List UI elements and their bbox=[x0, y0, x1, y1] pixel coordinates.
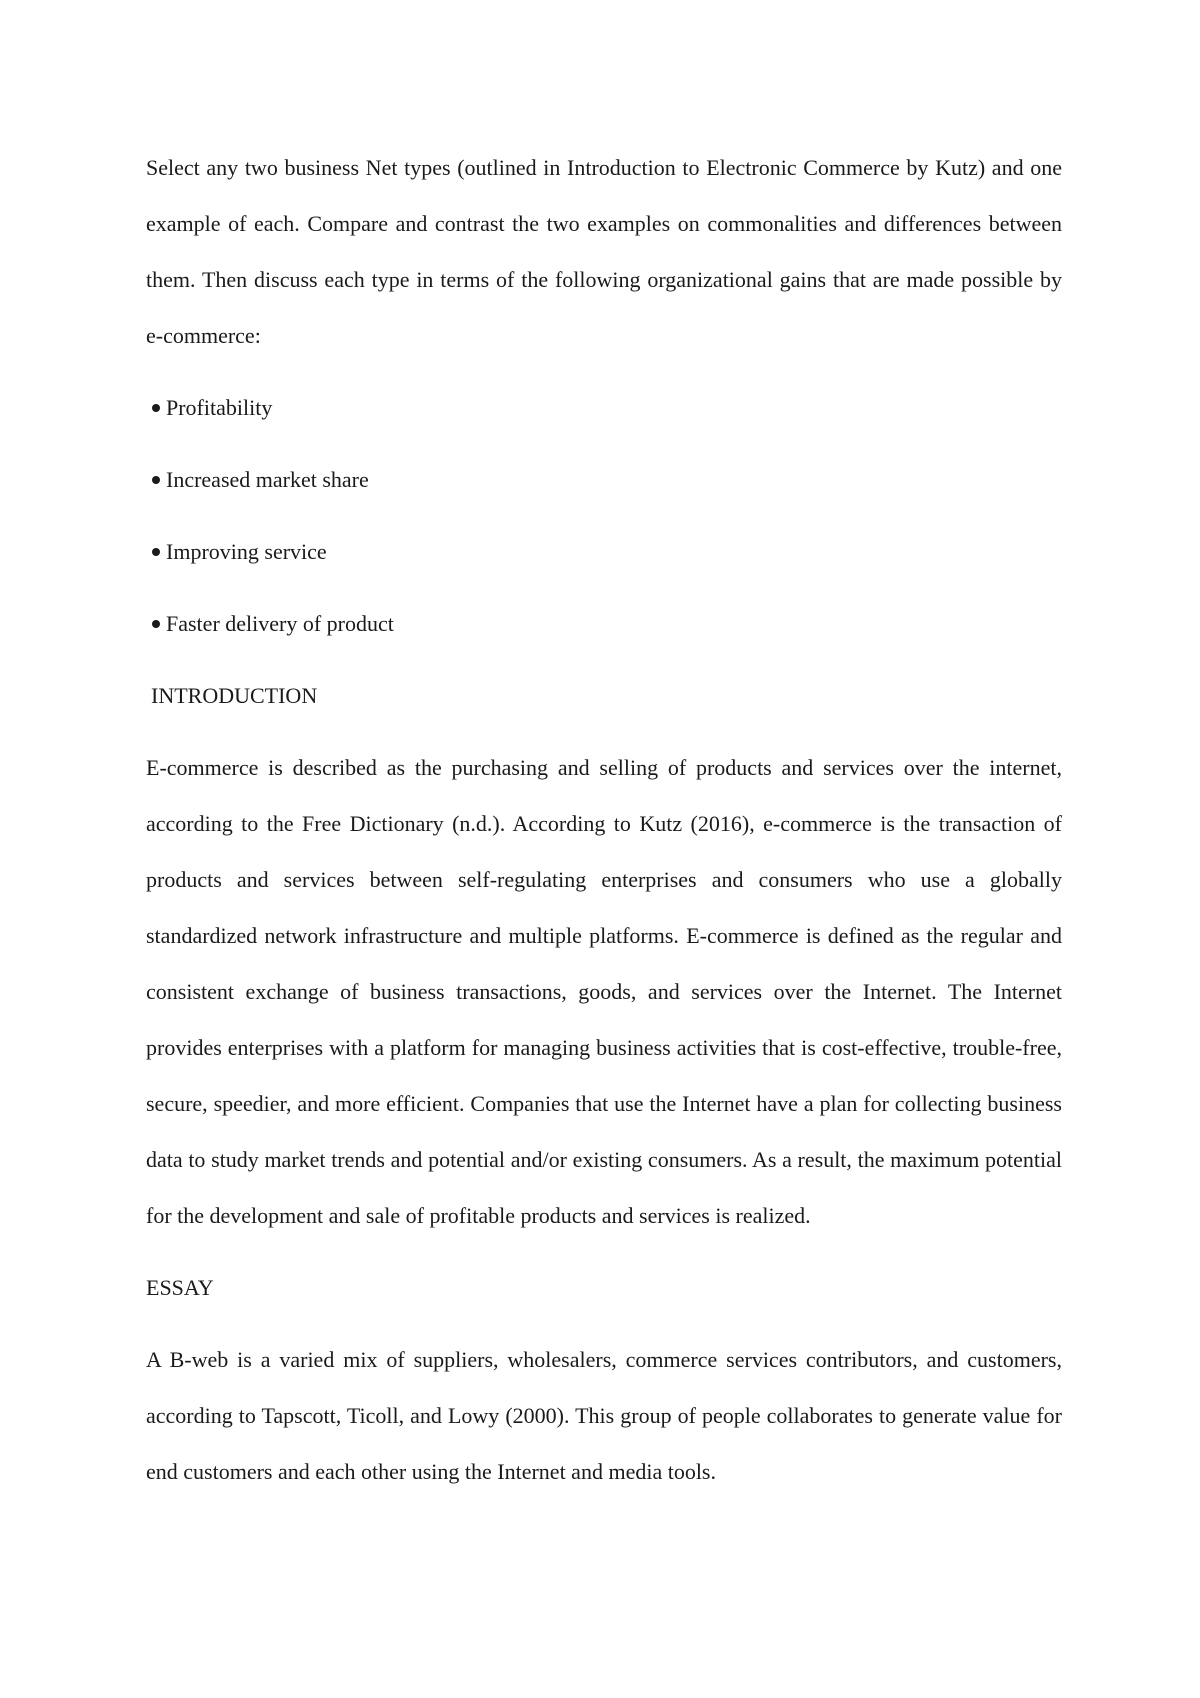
list-item-label: Improving service bbox=[166, 539, 327, 564]
essay-paragraph: A B-web is a varied mix of suppliers, wholesalers, commerce services contributors, and customers, according to Tapscott, Ticoll, and Lowy (2000). This group of people collaborates to generate value for end customers and each other using the Internet and media tools. bbox=[146, 1347, 1062, 1484]
list-item-label: Profitability bbox=[166, 395, 273, 420]
list-item bbox=[146, 524, 1062, 580]
organizational-gains-list bbox=[146, 380, 1062, 652]
prompt-paragraph: Select any two business Net types (outlined in Introduction to Electronic Commerce by Kutz) and one example of each. Compare and contrast the two examples on commonalities and differences between them. Then discuss each type in terms of the following organizational gains that are made possible by e-commerce: bbox=[146, 155, 1062, 348]
bullet-dot-icon bbox=[152, 404, 160, 412]
introduction-heading: INTRODUCTION bbox=[151, 683, 318, 708]
bullet-dot-icon bbox=[152, 620, 160, 628]
list-item bbox=[146, 596, 1062, 652]
list-item bbox=[146, 380, 1062, 436]
introduction-paragraph: E-commerce is described as the purchasing and selling of products and services over the internet, according to the Free Dictionary (n.d.). According to Kutz (2016), e-commerce is the transaction of products and services between self-regulating enterprises and consumers who use a globally standardized network infrastructure and multiple platforms. E-commerce is defined as the regular and consistent exchange of business transactions, goods, and services over the Internet. The Internet provides enterprises with a platform for managing business activities that is cost-effective, trouble-free, secure, speedier, and more efficient. Companies that use the Internet have a plan for collecting business data to study market trends and potential and/or existing consumers. As a result, the maximum potential for the development and sale of profitable products and services is realized. bbox=[146, 755, 1062, 1228]
essay-heading: ESSAY bbox=[146, 1275, 214, 1300]
list-item-label: Increased market share bbox=[166, 467, 369, 492]
bullet-dot-icon bbox=[152, 476, 160, 484]
bullet-dot-icon bbox=[152, 548, 160, 556]
list-item-label: Faster delivery of product bbox=[166, 611, 394, 636]
document-body bbox=[146, 140, 1062, 1516]
list-item bbox=[146, 452, 1062, 508]
